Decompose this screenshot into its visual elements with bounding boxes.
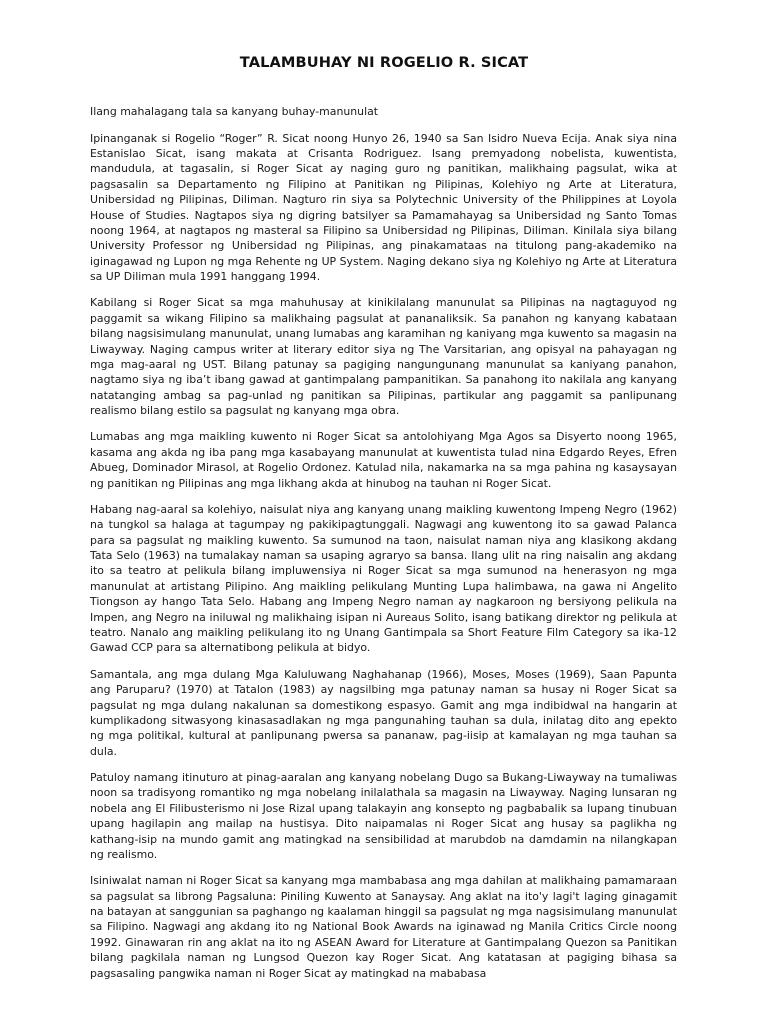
paragraph-short-stories: Habang nag-aaral sa kolehiyo, naisulat niya ang kanyang unang maikling kuwentong Impeng Negro (1962) na tungkol sa halaga at tagumpay ng pakikipagtunggali. Nagwagi ang kuwentong ito sa gawad Palanca para sa pagsulat ng maikling kuwento. Sa sumunod na taon, naisulat naman niya ang klasikong akdang Tata Selo (1963) na tumalakay naman sa usaping agraryo sa bansa. Ilang ulit na ring naisalin ang akdang ito sa teatro at pelikula bilang impluwensiya ni Roger Sicat sa mga sumunod na henerasyon ng mga manunulat at artistang Pilipino. Ang maikling pelikulang Munting Lupa halimbawa, na gawa ni Angelito Tiongson ay hango Tata Selo. Habang ang Impeng Negro naman ay nagkaroon ng bersiyong pelikula na Impen, ang Negro na iniluwal ng malikhaing isipan ni Aureaus Solito, isang batikang direktor ng pelikula at teatro. Nanalo ang maikling pelikulang ito ng Unang Gantimpala sa Short Feature Film Category sa ika-12 Gawad CCP para sa alternatibong pelikula at bidyo. (90, 502, 677, 655)
document-body (90, 104, 677, 992)
paragraph-anthology: Lumabas ang mga maikling kuwento ni Roger Sicat sa antolohiyang Mga Agos sa Disyerto noong 1965, kasama ang akda ng iba pang mga kasabayang manunulat at kuwentista tulad nina Edgardo Reyes, Efren Abueg, Dominador Mirasol, at Rogelio Ordonez. Katulad nila, nakamarka na sa mga pahina ng kasaysayan ng panitikan ng Pilipinas ang mga likhang akda at hinubog na tauhan ni Roger Sicat. (90, 430, 677, 490)
paragraph-literary-career: Kabilang si Roger Sicat sa mga mahuhusay at kinikilalang manunulat sa Pilipinas na nagtaguyod ng paggamit sa wikang Filipino sa malikhaing pagsulat at pananaliksik. Sa panahon ng kanyang kabataan bilang nagsisimulang manunulat, unang lumabas ang karamihan ng kaniyang mga kuwento sa magasin na Liwayway. Naging campus writer at literary editor siya ng The Varsitarian, ang opisyal na pahayagan ng mga mag-aaral ng UST. Bilang patunay sa pagiging nangungunang manunulat sa kaniyang panahon, nagtamo siya ng iba’t ibang gawad at gantimpalang pampanitikan. Sa panahong ito nakilala ang kanyang natatanging ambag sa pag-unlad ng panitikan sa Pilipinas, partikular ang paggamit sa panlipunang realismo bilang estilo sa pagsulat ng kanyang mga obra. (90, 296, 677, 418)
page-title: TALAMBUHAY NI ROGELIO R. SICAT (239, 54, 529, 71)
paragraph-novel: Patuloy namang itinuturo at pinag-aaralan ang kanyang nobelang Dugo sa Bukang-Liwayway na tumaliwas noon sa tradisyong romantiko ng mga nobelang inilalathala sa magasin na Liwayway. Naging lunsaran ng nobela ang El Filibusterismo ni Jose Rizal upang talakayin ang konsepto ng pagbabalik sa lupang tinubuan upang hagilapin ang mailap na hustisya. Dito naipamalas ni Roger Sicat ang husay sa paglikha ng kathang-isip na mundo gamit ang matingkad na sensibilidad at marubdob na damdamin na nilangkapan ng realismo. (90, 770, 677, 861)
document-subtitle: Ilang mahalagang tala sa kanyang buhay-manunulat (90, 105, 379, 118)
paragraph-birth-and-education: Ipinanganak si Rogelio “Roger” R. Sicat noong Hunyo 26, 1940 sa San Isidro Nueva Ecija. Anak siya nina Estanislao Sicat, isang makata at Crisanta Rodriguez. Isang premyadong nobelista, kuwentista, mandudula, at tagasalin, si Roger Sicat ay naging guro ng panitikan, malikhaing pagsulat, wika at pagsasalin sa Departamento ng Filipino at Panitikan ng Pilipinas, Kolehiyo ng Arte at Literatura, Unibersidad ng Pilipinas, Diliman. Nagturo rin siya sa Polytechnic University of the Philippines at Loyola House of Studies. Nagtapos siya ng digring batsilyer sa Pamamahayag sa Unibersidad ng Santo Tomas noong 1964, at nagtapos ng masteral sa Filipino sa Unibersidad ng Pilipinas, Diliman. Kinilala siya bilang University Professor ng Unibersidad ng Pilipinas, ang pinakamataas na titulong pang-akademiko na iginagawad ng Lupon ng mga Rehente ng UP System. Naging dekano siya ng Kolehiyo ng Arte at Literatura sa UP Diliman mula 1991 hanggang 1994. (90, 131, 677, 284)
paragraph-book-awards: Isiniwalat naman ni Roger Sicat sa kanyang mga mambabasa ang mga dahilan at malikhaing pamamaraan sa pagsulat sa librong Pagsaluna: Piniling Kuwento at Sanaysay. Ang aklat na ito'y lagi't laging ginagamit na batayan at sanggunian sa paghango ng kaalaman hinggil sa pagsulat ng mga nagsisimulang manunulat sa Filipino. Nagwagi ang akdang ito ng National Book Awards na iginawad ng Manila Critics Circle noong 1992. Ginawaran rin ang aklat na ito ng ASEAN Award for Literature at Gantimpalang Quezon sa Panitikan bilang pagkilala naman ng Lungsod Quezon kay Roger Sicat. Ang katatasan at pagiging bihasa sa pagsasaling pangwika naman ni Roger Sicat ay matingkad na mababasa (90, 874, 677, 980)
paragraph-plays: Samantala, ang mga dulang Mga Kaluluwang Naghahanap (1966), Moses, Moses (1969), Saan Papunta ang Paruparu? (1970) at Tatalon (1983) ay nagsilbing mga patunay naman sa husay ni Roger Sicat sa pagsulat ng mga dulang nakalunan sa domestikong espasyo. Gamit ang mga indibidwal na hangarin at kumplikadong sitwasyong kinasasadlakan ng mga pangunahing tauhan sa dula, inilatag dito ang epekto ng mga politikal, kultural at panlipunang pwersa sa pananaw, pag-iisip at kamalayan ng mga tauhan sa dula. (90, 667, 677, 758)
